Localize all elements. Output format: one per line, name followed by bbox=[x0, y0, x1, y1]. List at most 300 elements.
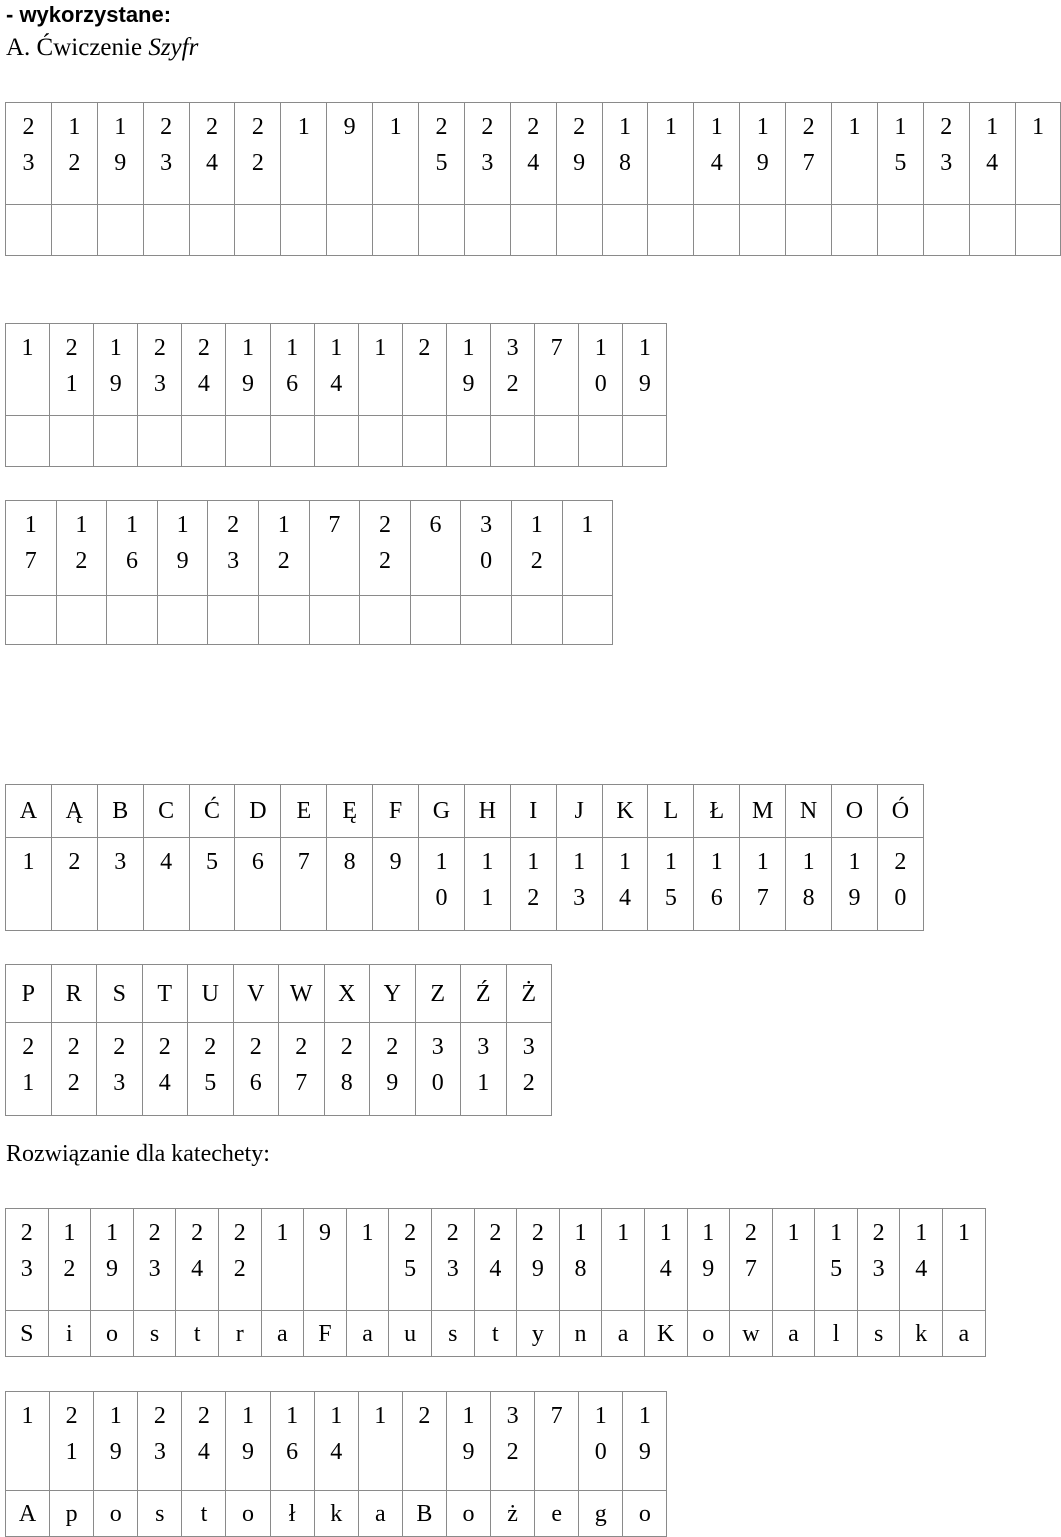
number-cell bbox=[327, 103, 373, 205]
answer-cell[interactable] bbox=[491, 416, 535, 467]
number-cell bbox=[740, 838, 786, 931]
number-text: 8 bbox=[343, 849, 356, 875]
answer-cell[interactable] bbox=[358, 416, 402, 467]
answer-cell[interactable] bbox=[94, 416, 138, 467]
number-text: 14 bbox=[330, 335, 343, 397]
number-cell bbox=[694, 838, 740, 931]
number-text: 10 bbox=[594, 1403, 607, 1465]
number-text: 2 bbox=[68, 849, 81, 875]
number-cell bbox=[602, 1209, 645, 1311]
number-cell bbox=[270, 324, 314, 416]
cipher-table-2 bbox=[5, 323, 667, 467]
number-cell bbox=[900, 1209, 943, 1311]
number-cell bbox=[208, 501, 259, 596]
number-cell bbox=[687, 1209, 730, 1311]
letter-cell: B bbox=[97, 785, 143, 838]
number-text: 30 bbox=[431, 1034, 444, 1096]
table-row bbox=[6, 1023, 552, 1116]
number-cell bbox=[446, 324, 490, 416]
number-text: 1 bbox=[581, 512, 594, 538]
answer-cell[interactable] bbox=[402, 416, 446, 467]
number-text: 24 bbox=[206, 114, 218, 176]
letter-cell: U bbox=[188, 965, 234, 1023]
number-text: 15 bbox=[830, 1220, 843, 1282]
number-cell bbox=[309, 501, 360, 596]
number-text: 19 bbox=[638, 335, 651, 397]
letter-cell: J bbox=[556, 785, 602, 838]
number-text: 25 bbox=[204, 1034, 217, 1096]
letter-cell: G bbox=[419, 785, 465, 838]
number-text: 23 bbox=[940, 114, 953, 176]
answer-cell[interactable] bbox=[6, 205, 52, 256]
letter-cell: ż bbox=[491, 1491, 535, 1537]
number-text: 30 bbox=[480, 512, 493, 574]
answer-cell[interactable] bbox=[419, 205, 465, 256]
number-cell bbox=[143, 103, 189, 205]
number-cell bbox=[51, 838, 97, 931]
answer-cell[interactable] bbox=[694, 205, 740, 256]
number-text: 24 bbox=[527, 114, 540, 176]
table-row bbox=[6, 501, 613, 596]
letter-cell: l bbox=[815, 1311, 858, 1357]
answer-cell[interactable] bbox=[373, 205, 419, 256]
letter-cell: F bbox=[304, 1311, 347, 1357]
number-text: 19 bbox=[176, 512, 189, 574]
number-cell bbox=[556, 103, 602, 205]
number-text: 7 bbox=[328, 512, 341, 538]
number-cell bbox=[446, 1392, 490, 1491]
number-cell bbox=[419, 838, 465, 931]
answer-cell[interactable] bbox=[6, 416, 50, 467]
number-cell bbox=[969, 103, 1015, 205]
number-cell bbox=[218, 1209, 261, 1311]
answer-cell[interactable] bbox=[182, 416, 226, 467]
answer-cell[interactable] bbox=[877, 205, 923, 256]
number-cell bbox=[562, 501, 613, 596]
answer-cell[interactable] bbox=[832, 205, 878, 256]
number-text: 9 bbox=[343, 114, 356, 140]
number-text: 23 bbox=[22, 114, 35, 176]
letter-cell: a bbox=[358, 1491, 402, 1537]
letter-cell: o bbox=[446, 1491, 490, 1537]
number-text: 31 bbox=[477, 1034, 490, 1096]
alphabet-table-1 bbox=[5, 784, 924, 931]
letter-cell: o bbox=[226, 1491, 270, 1537]
number-cell bbox=[176, 1209, 219, 1311]
number-text: 24 bbox=[158, 1034, 171, 1096]
answer-cell[interactable] bbox=[410, 596, 461, 645]
number-text: 23 bbox=[153, 1403, 166, 1465]
number-cell bbox=[648, 838, 694, 931]
number-text: 29 bbox=[573, 114, 586, 176]
number-cell bbox=[431, 1209, 474, 1311]
number-text: 23 bbox=[872, 1220, 885, 1282]
answer-cell[interactable] bbox=[969, 205, 1015, 256]
number-text: 1 bbox=[787, 1220, 800, 1246]
number-text: 7 bbox=[297, 849, 310, 875]
number-cell bbox=[461, 1023, 507, 1116]
number-text: 16 bbox=[710, 849, 723, 911]
letter-cell: ł bbox=[270, 1491, 314, 1537]
number-cell bbox=[786, 838, 832, 931]
number-cell bbox=[419, 103, 465, 205]
number-cell bbox=[138, 1392, 182, 1491]
answer-cell[interactable] bbox=[648, 205, 694, 256]
number-text: 1 bbox=[374, 335, 387, 361]
number-cell bbox=[94, 324, 138, 416]
number-cell bbox=[97, 1023, 143, 1116]
number-text: 21 bbox=[22, 1034, 35, 1096]
number-text: 21 bbox=[65, 335, 78, 397]
letter-cell: s bbox=[857, 1311, 900, 1357]
number-cell bbox=[56, 501, 107, 596]
number-cell bbox=[877, 838, 923, 931]
letter-cell: p bbox=[50, 1491, 94, 1537]
number-text: 19 bbox=[702, 1220, 715, 1282]
number-text: 18 bbox=[802, 849, 815, 911]
answer-cell[interactable] bbox=[258, 596, 309, 645]
letter-cell: t bbox=[182, 1491, 226, 1537]
section-heading: - wykorzystane: bbox=[6, 2, 172, 27]
number-text: 1 bbox=[1032, 114, 1045, 140]
number-text: 14 bbox=[710, 114, 723, 176]
letter-cell: K bbox=[602, 785, 648, 838]
number-cell bbox=[358, 324, 402, 416]
letter-cell: w bbox=[730, 1311, 773, 1357]
number-text: 24 bbox=[191, 1220, 204, 1282]
letter-cell: t bbox=[474, 1311, 517, 1357]
letter-cell: n bbox=[559, 1311, 602, 1357]
number-text: 1 bbox=[297, 114, 310, 140]
number-text: 23 bbox=[446, 1220, 459, 1282]
number-text: 19 bbox=[105, 1220, 118, 1282]
answer-cell[interactable] bbox=[510, 205, 556, 256]
number-text: 27 bbox=[744, 1220, 757, 1282]
answer-cell[interactable] bbox=[511, 596, 562, 645]
answer-cell[interactable] bbox=[138, 416, 182, 467]
number-text: 20 bbox=[894, 849, 907, 911]
answer-cell[interactable] bbox=[51, 205, 97, 256]
number-cell bbox=[464, 103, 510, 205]
number-cell bbox=[94, 1392, 138, 1491]
number-cell bbox=[740, 103, 786, 205]
number-text: 18 bbox=[619, 114, 632, 176]
number-cell bbox=[474, 1209, 517, 1311]
letter-cell: X bbox=[324, 965, 370, 1023]
number-text: 22 bbox=[378, 512, 391, 574]
number-text: 25 bbox=[435, 114, 448, 176]
number-cell bbox=[6, 501, 57, 596]
answer-cell[interactable] bbox=[535, 416, 579, 467]
number-text: 16 bbox=[125, 512, 138, 574]
number-cell bbox=[226, 324, 270, 416]
letter-cell: Z bbox=[415, 965, 461, 1023]
letter-cell: a bbox=[943, 1311, 986, 1357]
answer-cell[interactable] bbox=[56, 596, 107, 645]
letter-cell: R bbox=[51, 965, 97, 1023]
answer-cell[interactable] bbox=[189, 205, 235, 256]
answer-cell[interactable] bbox=[923, 205, 969, 256]
number-cell bbox=[360, 501, 411, 596]
number-cell bbox=[270, 1392, 314, 1491]
letter-cell: P bbox=[6, 965, 52, 1023]
answer-cell[interactable] bbox=[235, 205, 281, 256]
number-cell bbox=[50, 324, 94, 416]
answer-cell[interactable] bbox=[602, 205, 648, 256]
letter-cell: S bbox=[6, 1311, 49, 1357]
number-text: 32 bbox=[506, 335, 519, 397]
letter-cell: o bbox=[94, 1491, 138, 1537]
letter-cell: Ł bbox=[694, 785, 740, 838]
answer-cell[interactable] bbox=[97, 205, 143, 256]
number-cell bbox=[832, 103, 878, 205]
table-row bbox=[6, 103, 1061, 205]
table-row bbox=[6, 785, 924, 838]
exercise-title: A. Ćwiczenie Szyfr bbox=[6, 34, 199, 61]
answer-cell[interactable] bbox=[314, 416, 358, 467]
letter-cell: M bbox=[740, 785, 786, 838]
answer-cell[interactable] bbox=[327, 205, 373, 256]
number-cell bbox=[6, 1392, 50, 1491]
number-text: 4 bbox=[160, 849, 173, 875]
number-cell bbox=[182, 1392, 226, 1491]
letter-cell: t bbox=[176, 1311, 219, 1357]
number-text: 23 bbox=[153, 335, 166, 397]
table-row bbox=[6, 838, 924, 931]
number-cell bbox=[602, 838, 648, 931]
number-cell bbox=[510, 103, 556, 205]
number-text: 15 bbox=[894, 114, 907, 176]
number-text: 29 bbox=[386, 1034, 399, 1096]
number-text: 19 bbox=[756, 114, 769, 176]
number-cell bbox=[6, 1209, 49, 1311]
answer-cell[interactable] bbox=[143, 205, 189, 256]
number-cell bbox=[327, 838, 373, 931]
number-text: 14 bbox=[915, 1220, 928, 1282]
answer-cell[interactable] bbox=[461, 596, 512, 645]
number-text: 2 bbox=[418, 1403, 431, 1429]
answer-cell[interactable] bbox=[107, 596, 158, 645]
letter-cell: o bbox=[91, 1311, 134, 1357]
number-cell bbox=[50, 1392, 94, 1491]
answer-cell[interactable] bbox=[309, 596, 360, 645]
number-text: 23 bbox=[481, 114, 494, 176]
number-cell bbox=[157, 501, 208, 596]
letter-cell: H bbox=[464, 785, 510, 838]
letter-cell: D bbox=[235, 785, 281, 838]
letter-cell: r bbox=[218, 1311, 261, 1357]
number-cell bbox=[138, 324, 182, 416]
answer-cell[interactable] bbox=[226, 416, 270, 467]
number-cell bbox=[51, 1023, 97, 1116]
table-row bbox=[6, 965, 552, 1023]
number-cell bbox=[535, 324, 579, 416]
number-text: 23 bbox=[160, 114, 173, 176]
answer-cell[interactable] bbox=[157, 596, 208, 645]
table-row bbox=[6, 205, 1061, 256]
letter-cell: K bbox=[644, 1311, 687, 1357]
number-cell bbox=[491, 1392, 535, 1491]
number-cell bbox=[579, 324, 623, 416]
answer-cell[interactable] bbox=[562, 596, 613, 645]
answer-cell[interactable] bbox=[740, 205, 786, 256]
number-text: 19 bbox=[462, 1403, 475, 1465]
number-cell bbox=[648, 103, 694, 205]
number-cell bbox=[517, 1209, 560, 1311]
number-text: 12 bbox=[527, 849, 540, 911]
answer-cell[interactable] bbox=[6, 596, 57, 645]
letter-cell: V bbox=[233, 965, 279, 1023]
number-cell bbox=[415, 1023, 461, 1116]
letter-cell: i bbox=[48, 1311, 91, 1357]
number-text: 3 bbox=[114, 849, 127, 875]
number-cell bbox=[133, 1209, 176, 1311]
answer-cell[interactable] bbox=[446, 416, 490, 467]
answer-cell[interactable] bbox=[464, 205, 510, 256]
number-text: 32 bbox=[522, 1034, 535, 1096]
number-cell bbox=[346, 1209, 389, 1311]
number-text: 19 bbox=[462, 335, 475, 397]
number-text: 1 bbox=[21, 1403, 34, 1429]
letter-cell: L bbox=[648, 785, 694, 838]
number-cell bbox=[511, 501, 562, 596]
table-row bbox=[6, 1209, 986, 1311]
table-row bbox=[6, 324, 667, 416]
number-text: 2 bbox=[418, 335, 431, 361]
number-text: 22 bbox=[251, 114, 264, 176]
number-cell bbox=[623, 1392, 667, 1491]
number-text: 29 bbox=[531, 1220, 544, 1282]
letter-cell: Ó bbox=[877, 785, 923, 838]
number-cell bbox=[730, 1209, 773, 1311]
answer-cell[interactable] bbox=[623, 416, 667, 467]
number-cell bbox=[923, 103, 969, 205]
number-cell bbox=[623, 324, 667, 416]
answer-cell[interactable] bbox=[556, 205, 602, 256]
number-cell bbox=[281, 103, 327, 205]
number-text: 7 bbox=[550, 335, 563, 361]
number-text: 11 bbox=[481, 849, 494, 911]
alphabet-table-2 bbox=[5, 964, 552, 1116]
number-text: 27 bbox=[295, 1034, 308, 1096]
number-text: 14 bbox=[619, 849, 632, 911]
letter-cell: Ź bbox=[461, 965, 507, 1023]
number-text: 23 bbox=[148, 1220, 161, 1282]
number-text: 19 bbox=[848, 849, 861, 911]
letter-cell: Ć bbox=[189, 785, 235, 838]
cipher-table-1 bbox=[5, 102, 1061, 256]
number-cell bbox=[491, 324, 535, 416]
number-cell bbox=[279, 1023, 325, 1116]
answer-cell[interactable] bbox=[579, 416, 623, 467]
number-cell bbox=[226, 1392, 270, 1491]
number-cell bbox=[579, 1392, 623, 1491]
number-cell bbox=[389, 1209, 432, 1311]
number-text: 1 bbox=[664, 114, 677, 140]
number-cell bbox=[772, 1209, 815, 1311]
number-text: 28 bbox=[340, 1034, 353, 1096]
number-cell bbox=[142, 1023, 188, 1116]
number-cell bbox=[461, 501, 512, 596]
answer-cell[interactable] bbox=[50, 416, 94, 467]
letter-cell: Y bbox=[370, 965, 416, 1023]
number-cell bbox=[314, 1392, 358, 1491]
answer-cell[interactable] bbox=[1015, 205, 1061, 256]
number-cell bbox=[877, 103, 923, 205]
number-cell bbox=[304, 1209, 347, 1311]
number-cell bbox=[694, 103, 740, 205]
letter-cell: o bbox=[687, 1311, 730, 1357]
number-text: 1 bbox=[21, 335, 34, 361]
letter-cell: B bbox=[402, 1491, 446, 1537]
number-text: 10 bbox=[594, 335, 607, 397]
number-cell bbox=[188, 1023, 234, 1116]
answer-cell[interactable] bbox=[208, 596, 259, 645]
number-text: 24 bbox=[489, 1220, 502, 1282]
number-cell bbox=[402, 324, 446, 416]
number-cell bbox=[832, 838, 878, 931]
number-cell bbox=[1015, 103, 1061, 205]
number-cell bbox=[91, 1209, 134, 1311]
number-cell bbox=[535, 1392, 579, 1491]
answer-cell[interactable] bbox=[786, 205, 832, 256]
number-text: 22 bbox=[67, 1034, 80, 1096]
number-text: 17 bbox=[24, 512, 37, 574]
letter-cell: a bbox=[346, 1311, 389, 1357]
number-text: 12 bbox=[530, 512, 543, 574]
number-text: 6 bbox=[251, 849, 264, 875]
number-text: 26 bbox=[249, 1034, 262, 1096]
letter-cell: g bbox=[579, 1491, 623, 1537]
number-cell bbox=[261, 1209, 304, 1311]
number-cell bbox=[358, 1392, 402, 1491]
number-cell bbox=[97, 838, 143, 931]
number-cell bbox=[644, 1209, 687, 1311]
number-text: 1 bbox=[276, 1220, 289, 1246]
number-cell bbox=[324, 1023, 370, 1116]
table-row bbox=[6, 1311, 986, 1357]
number-text: 19 bbox=[242, 1403, 255, 1465]
number-cell bbox=[464, 838, 510, 931]
number-text: 23 bbox=[113, 1034, 126, 1096]
table-row bbox=[6, 1491, 667, 1537]
number-text: 32 bbox=[506, 1403, 519, 1465]
number-cell bbox=[107, 501, 158, 596]
number-text: 21 bbox=[65, 1403, 78, 1465]
answer-cell[interactable] bbox=[360, 596, 411, 645]
number-cell bbox=[6, 324, 50, 416]
number-cell bbox=[506, 1023, 552, 1116]
number-cell bbox=[182, 324, 226, 416]
answer-cell[interactable] bbox=[281, 205, 327, 256]
table-row bbox=[6, 596, 613, 645]
number-cell bbox=[258, 501, 309, 596]
answer-cell[interactable] bbox=[270, 416, 314, 467]
number-cell bbox=[233, 1023, 279, 1116]
number-text: 6 bbox=[429, 512, 442, 538]
letter-cell: I bbox=[510, 785, 556, 838]
number-text: 1 bbox=[361, 1220, 374, 1246]
number-cell bbox=[189, 838, 235, 931]
number-text: 14 bbox=[986, 114, 999, 176]
number-cell bbox=[373, 838, 419, 931]
letter-cell: S bbox=[97, 965, 143, 1023]
number-cell bbox=[189, 103, 235, 205]
letter-cell: e bbox=[535, 1491, 579, 1537]
table-row bbox=[6, 1392, 667, 1491]
number-text: 17 bbox=[756, 849, 769, 911]
number-cell bbox=[143, 838, 189, 931]
